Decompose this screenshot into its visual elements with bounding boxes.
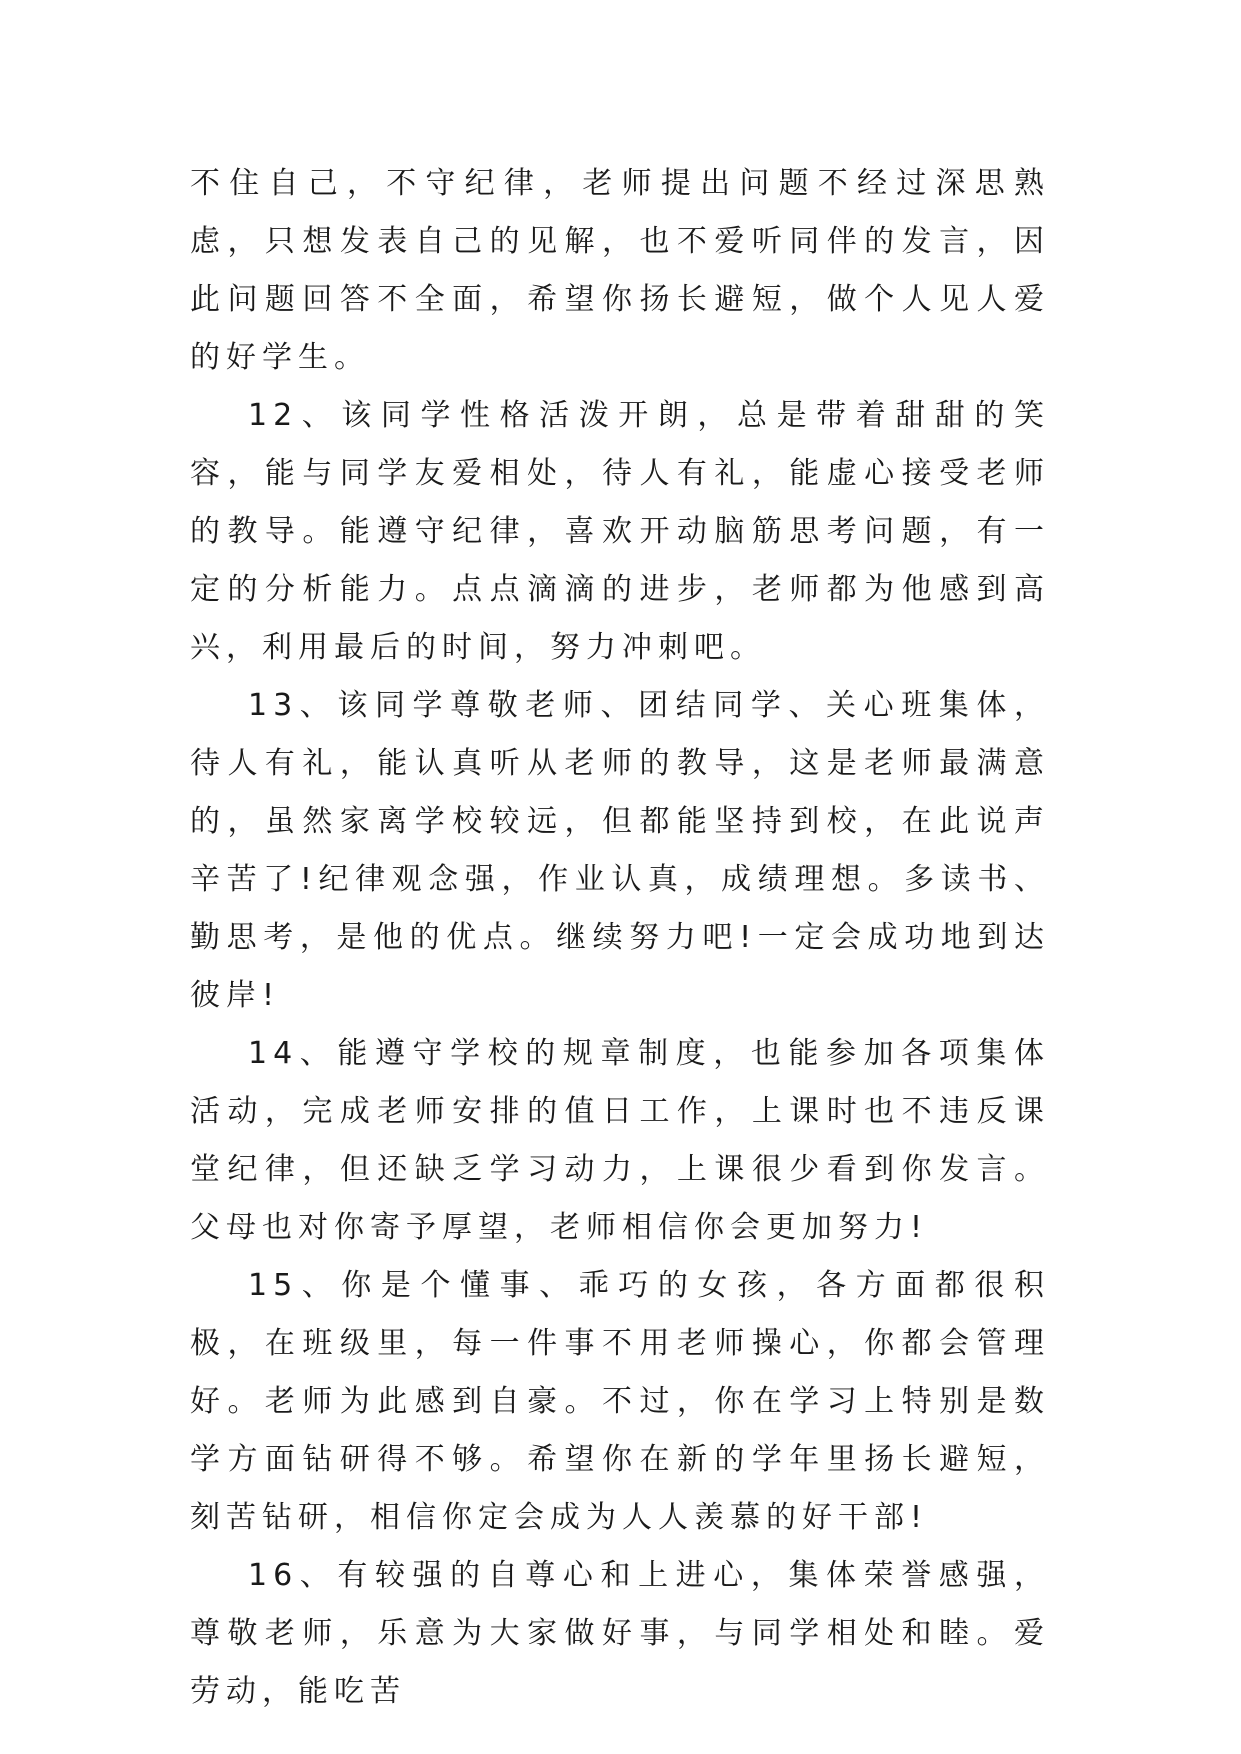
document-body [190, 155, 1050, 1721]
paragraph-14: 14、能遵守学校的规章制度，也能参加各项集体活动，完成老师安排的值日工作，上课时也不违反课堂纪律，但还缺乏学习动力，上课很少看到你发言。父母也对你寄予厚望，老师相信你会更加努力! [190, 1036, 1050, 1245]
paragraph-13: 13、该同学尊敬老师、团结同学、关心班集体，待人有礼，能认真听从老师的教导，这是老师最满意的，虽然家离学校较远，但都能坚持到校，在此说声辛苦了!纪律观念强，作业认真，成绩理想。多读书、勤思考，是他的优点。继续努力吧!一定会成功地到达彼岸! [190, 688, 1050, 1013]
paragraph-16: 16、有较强的自尊心和上进心，集体荣誉感强，尊敬老师，乐意为大家做好事，与同学相处和睦。爱劳动，能吃苦 [190, 1558, 1050, 1709]
paragraph-12: 12、该同学性格活泼开朗，总是带着甜甜的笑容，能与同学友爱相处，待人有礼，能虚心接受老师的教导。能遵守纪律，喜欢开动脑筋思考问题，有一定的分析能力。点点滴滴的进步，老师都为他感到高兴，利用最后的时间，努力冲刺吧。 [190, 398, 1050, 665]
paragraph-15: 15、你是个懂事、乖巧的女孩，各方面都很积极，在班级里，每一件事不用老师操心，你都会管理好。老师为此感到自豪。不过，你在学习上特别是数学方面钻研得不够。希望你在新的学年里扬长避短，刻苦钻研，相信你定会成为人人羡慕的好干部! [190, 1268, 1050, 1535]
paragraph-continued: 不住自己，不守纪律，老师提出问题不经过深思熟虑，只想发表自己的见解，也不爱听同伴的发言，因此问题回答不全面，希望你扬长避短，做个人见人爱的好学生。 [190, 166, 1050, 375]
